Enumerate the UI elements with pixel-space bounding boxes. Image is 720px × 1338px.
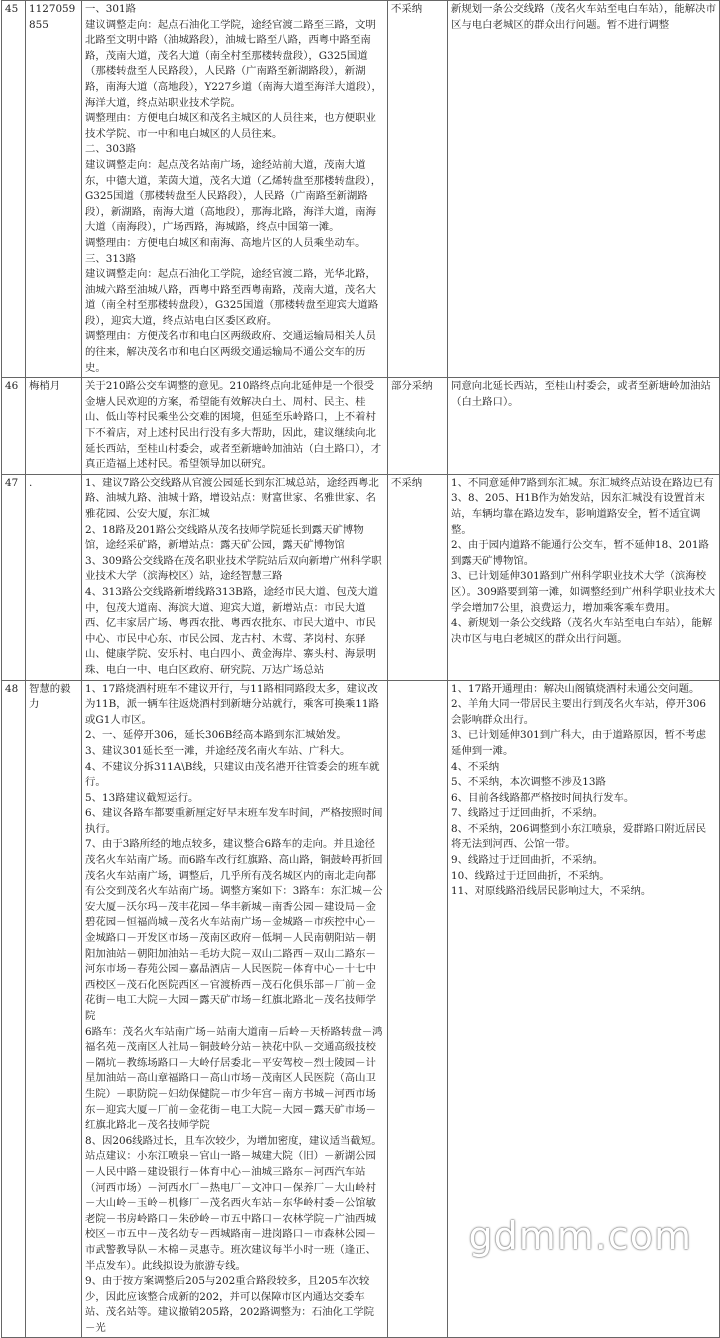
table-body (2, 1, 720, 1338)
reply-content (448, 474, 720, 680)
content-paragraph: 关于210路公交车调整的意见。210路终点向北延伸是一个很受金塘人民欢迎的方案，希望能有效解决白土、周村、民主、桂山、低山等村民乘坐公交难的困境，但延至乐岭路口，上不着村下不着店，对上述村民出行没有多大帮助，因此，建议继续向北延长西站，至桂山村委会，或者至新塘岭加油站（白土路口），才真正造福上述村民。希望领导加以研究。 (85, 380, 382, 471)
reply-paragraph: 1、17路开通理由：解决山阁镇烧酒村未通公交问题。 (451, 682, 700, 695)
content-paragraph: 5、13路建议截短运行。 (85, 791, 199, 804)
reply-paragraph: 新规划一条公交线路（茂名火车站至电白车站），能解决市区与电白老城区的群众出行问题。暂不进行调整 (451, 3, 716, 31)
reply-paragraph: 6、目前各线路都严格按时间执行发车。 (451, 791, 635, 804)
suggestion-content (82, 474, 388, 680)
reply-paragraph: 1、不同意延伸7路到东汇城。东汇城终点站设在路边已有3、8、205、H1B作为始发站，因东汇城没有设置首末站，车辆均靠在路边发车，影响道路安全，暂不适宜调整。 (451, 476, 714, 536)
reply-paragraph: 5、不采纳，本次调整不涉及13路 (451, 776, 606, 789)
content-paragraph: 二、303路 (85, 143, 137, 156)
reply-paragraph: 11、对原线路沿线居民影响过大，不采纳。 (451, 885, 652, 898)
adoption-result (388, 680, 448, 1338)
content-paragraph: 7、由于3路所经的地点较多，建议整合6路车的走向。并且途径茂名火车站南广场。而6路车改行红旗路、高山路，铜鼓岭再折回茂名火车站南广场，调整后，几乎所有茂名城区内的南北走向都有公交到茂名火车站南广场。调整方案如下：3路车：东汇城－公安大厦－沃尔玛－茂丰花园－华丰新城－南香公园－建设局－金碧花园－恒福尚城－茂名火车站南广场－金城路－市疾控中心－金城路口－开发区市场－茂南区政府－低垌－人民南朝阳站－朝阳加油站－朝阳加油站－毛坊大院－双山二路西－双山二路东－河东市场－春苑公园－嘉晶酒店－人民医院－体育中心－十七中西校区－茂石化医院西区－官渡桥西－茂石化俱乐部－厂前－金花街－电工大院－大园－露天矿市场－红旗北路北－茂名技师学院 (85, 838, 383, 1022)
row-number: 47 (2, 474, 26, 680)
content-paragraph: 调整理由：方便茂名市和电白区两级政府、交通运输局相关人员的往来，解决茂名市和电白区两级交通运输局不通公交车的历史。 (85, 330, 376, 374)
reply-paragraph: 4、新规划一条公交线路（茂名火车站至电白车站），能解决市区与电白老城区的群众出行问题。 (451, 617, 713, 645)
reply-paragraph: 7、线路过于迂回曲折，不采纳。 (451, 807, 604, 820)
table-row (2, 474, 720, 680)
content-paragraph: 6、建议各路车都要重新厘定好早末班车发车时间，严格按照时间执行。 (85, 807, 383, 835)
reply-paragraph: 3、已计划延伸301路到广州科学职业技术大学（滨海校区）。309路要到第一滩，如调整经到广州科学职业技术大学会增加7公里，浪费运力，增加乘客乘车费用。 (451, 570, 716, 614)
adoption-result: 不采纳 (388, 474, 448, 680)
content-paragraph: 2、18路及201路公交线路从茂名技师学院延长到露天矿博物馆，途经采矿路，新增站点：露天矿公园，露天矿博物馆 (85, 523, 364, 552)
content-paragraph: 4、313路公交线路新增线路313B路，途经市民大道、包茂大道中，包茂大道南、海滨大道、迎宾大道，新增站点：市民大道西、亿丰家居广场、粤西农批、粤西农批东、市民大道中、市民中心、市民中心东、市民公园、龙古村、木莺、茅岗村、东驿山、健康学院、安乐村、电白四小、黄金海岸、寨头村、海景明珠、电白一中、电白区政府、研究院、万达广场总站 (85, 585, 378, 676)
content-paragraph: 1、建议7路公交线路从官渡公园延长到东汇城总站，途经西粤北路、油城九路、油城十路，增设站点：财富世家、名雅世家、名雅花园、公安大厦，东汇城 (85, 476, 379, 520)
content-paragraph: 2、一、延停开306，延长306B经高本路到东汇城始发。 (85, 729, 347, 742)
submitter-name: . (26, 474, 82, 680)
row-number: 48 (2, 680, 26, 1338)
reply-paragraph: 2、由于园内道路不能通行公交车，暂不延伸18、201路到露天矿博物馆。 (451, 539, 709, 567)
content-paragraph: 三、313路 (85, 252, 137, 265)
reply-paragraph: 10、线路过于迂回曲折，不采纳。 (451, 869, 610, 882)
content-paragraph: 6路车：茂名火车站南广场－站南大道南－后岭－天桥路转盘－鸿福名苑－茂南区人社局－铜鼓岭分站－袂花中队－交通高级技校－隔坑－教练场路口－大岭仔居委北－平安驾校－烈士陵园－计星加油站－高山章福路口－高山市场－茂南区人民医院（高山卫生院）－职防院－妇幼保健院－市少年宫－南方书城－河西市场东－迎宾大厦－厂前－金花街－电工大院－大园－露天矿市场－红旗北路北－茂名技师学院 (85, 1025, 383, 1132)
content-paragraph: 调整理由：方便电白城区和茂名主城区的人员往来，也方便职业技术学院、市一中和电白城区的人员往来。 (85, 112, 376, 140)
content-paragraph: 建议调整走向：起点茂名站南广场，途经站前大道，茂南大道东，中德大道，茉茵大道，茂名大道（乙烯转盘至那楼转盘段），G325国道（那楼转盘至人民路段），人民路（广南路至新湖路段），新湖路，南海大道（高地段），那海北路，海洋大道，南海大道（南海段），广场西路，海城路，终点中国第一滩。 (85, 158, 382, 234)
suggestion-content (82, 1, 388, 378)
content-paragraph: 4、不建议分拆311A\B线，只建议由茂名港开往管委会的班车就行。 (85, 760, 380, 789)
row-number: 45 (2, 1, 26, 378)
suggestion-table (1, 0, 720, 1338)
submitter-name: 1127059855 (26, 1, 82, 378)
content-paragraph: 一、301路 (85, 3, 137, 15)
content-paragraph: 1、17路烧酒村班车不建议开行，与11路相同路段太多，建议改为11B，派一辆车往返烧酒村到新塘分站就行，乘客可换乘11路或G1人市区。 (85, 682, 379, 726)
suggestion-content (82, 680, 388, 1338)
content-paragraph: 建议调整走向：起点石油化工学院，途经官渡二路，光华北路，油城六路至油城八路，西粤中路至西粤南路，茂南大道，茂名大道（南全村至那楼转盘段），G325国道（那楼转盘至迎宾大道路段），迎宾大道，终点站电白区委区政府。 (85, 268, 379, 327)
content-paragraph: 3、建议301延长至一滩，并途经茂名南火车站、广科大。 (85, 744, 351, 757)
watermark-logo: gdmm.com (468, 1214, 692, 1258)
content-paragraph: 调整理由：方便电白城区和南海、高地片区的人员乘坐动车。 (85, 236, 366, 249)
suggestion-content (82, 378, 388, 475)
adoption-result: 部分采纳 (388, 378, 448, 475)
submitter-name: 智慧的毅力 (26, 680, 82, 1338)
table-row (2, 1, 720, 378)
reply-paragraph: 9、线路过于迂回曲折，不采纳。 (451, 854, 604, 867)
reply-content (448, 378, 720, 475)
reply-paragraph: 3、已计划延伸301到广科大，由于道路原因，暂不考虑延伸到一滩。 (451, 729, 707, 757)
reply-paragraph: 2、羊角大同一带居民主要出行到茂名火车站，停开306会影响群众出行。 (451, 698, 707, 726)
reply-paragraph: 同意向北延长西站，至桂山村委会，或者至新塘岭加油站（白土路口）。 (451, 380, 711, 408)
content-paragraph: 建议调整走向：起点石油化工学院，途经官渡二路至三路，文明北路至文明中路（油城路段），油城七路至八路，西粤中路至南路，茂南大道，茂名大道（南全村至那楼转盘段），G325国道（那楼转盘至人民路段），人民路（广南路至新湖路段），新湖路，南海大道（高地段），Y227乡道（南海大道至海洋大道段），海洋大道，终点站职业技术学院。 (85, 18, 382, 109)
row-number: 46 (2, 378, 26, 475)
submitter-name: 梅梢月 (26, 378, 82, 475)
reply-paragraph: 4、不采纳 (451, 760, 500, 773)
reply-paragraph: 8、不采纳，206调整到小东江喷泉，爱群路口附近居民将无法到河西、公馆一带。 (451, 822, 707, 851)
adoption-result: 不采纳 (388, 1, 448, 378)
content-paragraph: 3、309路公交线路在茂名职业技术学院站后双向新增广州科学职业技术大学（滨海校区）站，途经智慧三路 (85, 554, 382, 583)
content-paragraph: 8、因206线路过长，且车次较少，为增加密度，建议适当截短。站点建议：小东江喷泉－官山一路－城建大院（旧）－新湖公园－人民中路－建设银行－体育中心－油城三路东－河西汽车站（河西市场）－河西水厂－热电厂－文冲口－保养厂－大山岭村－大山岭－玉岭－机修厂－茂名西火车站－东华岭村委－公馆敏老院－书房岭路口－朱砂岭－市五中路口－农林学院－广油西城校区－市五中－茂名幼专－西城路南－进岗路口－市森林公园－市武警教导队－木棉－灵惠寺。班次建议每半小时一班（逢正、半点发车）。此线拟设为旅游专线。 (85, 1134, 382, 1272)
reply-content (448, 1, 720, 378)
table-row (2, 378, 720, 475)
content-paragraph: 9、由于按方案调整后205与202重合路段较多，且205车次较少，因此应该整合成新的202，并可以保障市区内通达交委车站、茂名站等。建议撤销205路，202路调整为：石油化工学院－光 (85, 1275, 375, 1334)
